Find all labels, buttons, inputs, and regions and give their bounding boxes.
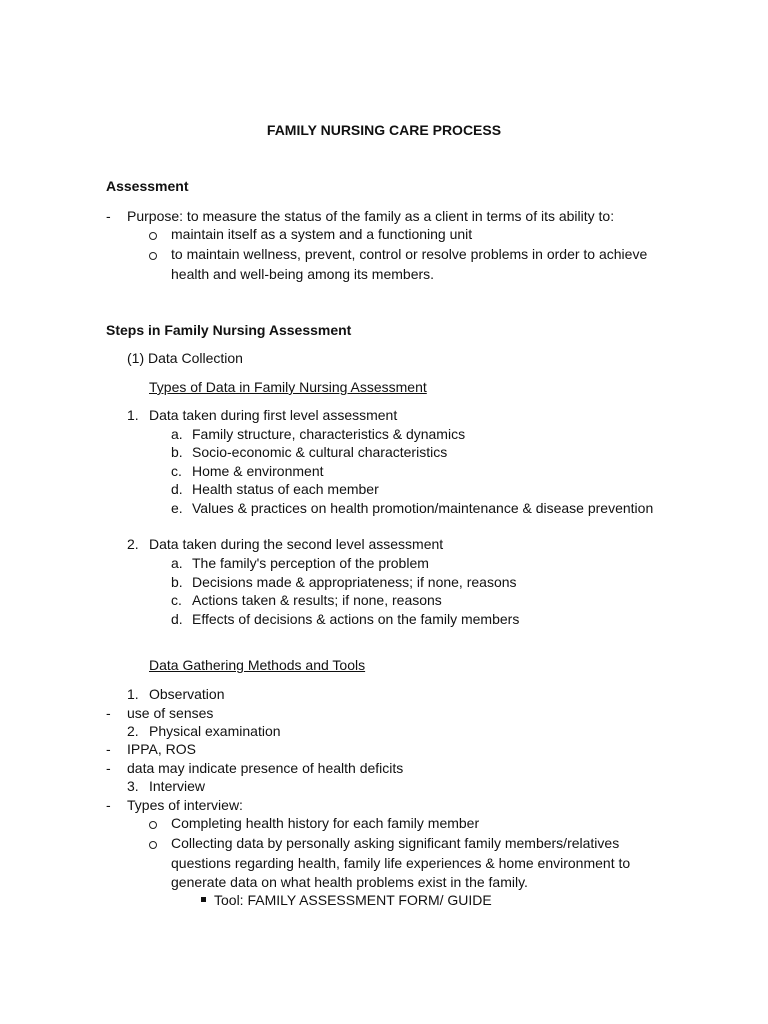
- list-number: 1.: [127, 407, 139, 423]
- list-letter: a.: [171, 555, 183, 571]
- first-level-label: Data taken during first level assessment: [149, 407, 398, 423]
- assessment-bullet: to maintain wellness, prevent, control or resolve problems in order to achieve: [171, 246, 648, 262]
- assessment-bullet-continuation: health and well-being among its members.: [171, 266, 435, 282]
- first-level-item: Home & environment: [192, 463, 324, 479]
- first-level-item: Family structure, characteristics & dynamics: [192, 426, 466, 442]
- assessment-bullet: maintain itself as a system and a functioning unit: [171, 226, 473, 242]
- tool-text: Tool: FAMILY ASSESSMENT FORM/ GUIDE: [214, 892, 492, 908]
- interview-bullet-continuation: generate data on what health problems exist in the family.: [171, 874, 528, 890]
- types-of-data-heading: Types of Data in Family Nursing Assessment: [149, 379, 427, 395]
- second-level-item: Actions taken & results; if none, reasons: [192, 592, 442, 608]
- list-letter: c.: [171, 463, 182, 479]
- list-letter: e.: [171, 500, 183, 516]
- dash-marker: -: [106, 797, 111, 813]
- data-collection-label: (1) Data Collection: [127, 350, 243, 366]
- bullet-square-icon: [201, 897, 206, 902]
- bullet-circle-icon: [149, 252, 157, 260]
- steps-heading: Steps in Family Nursing Assessment: [106, 322, 352, 338]
- assessment-heading: Assessment: [106, 178, 189, 194]
- first-level-item: Health status of each member: [192, 481, 379, 497]
- list-letter: b.: [171, 574, 183, 590]
- list-letter: d.: [171, 481, 183, 497]
- observation-note: use of senses: [127, 705, 214, 721]
- interview-bullet: Collecting data by personally asking significant family members/relatives: [171, 835, 620, 851]
- second-level-item: The family's perception of the problem: [192, 555, 429, 571]
- physical-label: Physical examination: [149, 723, 281, 739]
- list-letter: a.: [171, 426, 183, 442]
- observation-label: Observation: [149, 686, 225, 702]
- dash-marker: -: [106, 741, 111, 757]
- dash-marker: -: [106, 760, 111, 776]
- list-number: 3.: [127, 778, 139, 794]
- list-letter: d.: [171, 611, 183, 627]
- interview-label: Interview: [149, 778, 206, 794]
- second-level-item: Effects of decisions & actions on the family members: [192, 611, 520, 627]
- list-letter: b.: [171, 444, 183, 460]
- page-title: FAMILY NURSING CARE PROCESS: [266, 122, 502, 138]
- physical-note: data may indicate presence of health deficits: [127, 760, 404, 776]
- second-level-label: Data taken during the second level assessment: [149, 536, 444, 552]
- interview-bullet: Completing health history for each family member: [171, 815, 480, 831]
- physical-note: IPPA, ROS: [127, 741, 196, 757]
- bullet-circle-icon: [149, 821, 157, 829]
- first-level-item: Values & practices on health promotion/maintenance & disease prevention: [192, 500, 654, 516]
- bullet-circle-icon: [149, 232, 157, 240]
- methods-heading: Data Gathering Methods and Tools: [149, 657, 366, 673]
- interview-bullet-continuation: questions regarding health, family life experiences & home environment to: [171, 855, 631, 871]
- purpose-text: Purpose: to measure the status of the family as a client in terms of its ability to:: [127, 208, 615, 224]
- second-level-item: Decisions made & appropriateness; if none, reasons: [192, 574, 517, 590]
- dash-marker: -: [106, 208, 111, 224]
- list-number: 1.: [127, 686, 139, 702]
- dash-marker: -: [106, 705, 111, 721]
- first-level-item: Socio-economic & cultural characteristics: [192, 444, 448, 460]
- list-number: 2.: [127, 536, 139, 552]
- interview-note: Types of interview:: [127, 797, 243, 813]
- bullet-circle-icon: [149, 841, 157, 849]
- list-number: 2.: [127, 723, 139, 739]
- list-letter: c.: [171, 592, 182, 608]
